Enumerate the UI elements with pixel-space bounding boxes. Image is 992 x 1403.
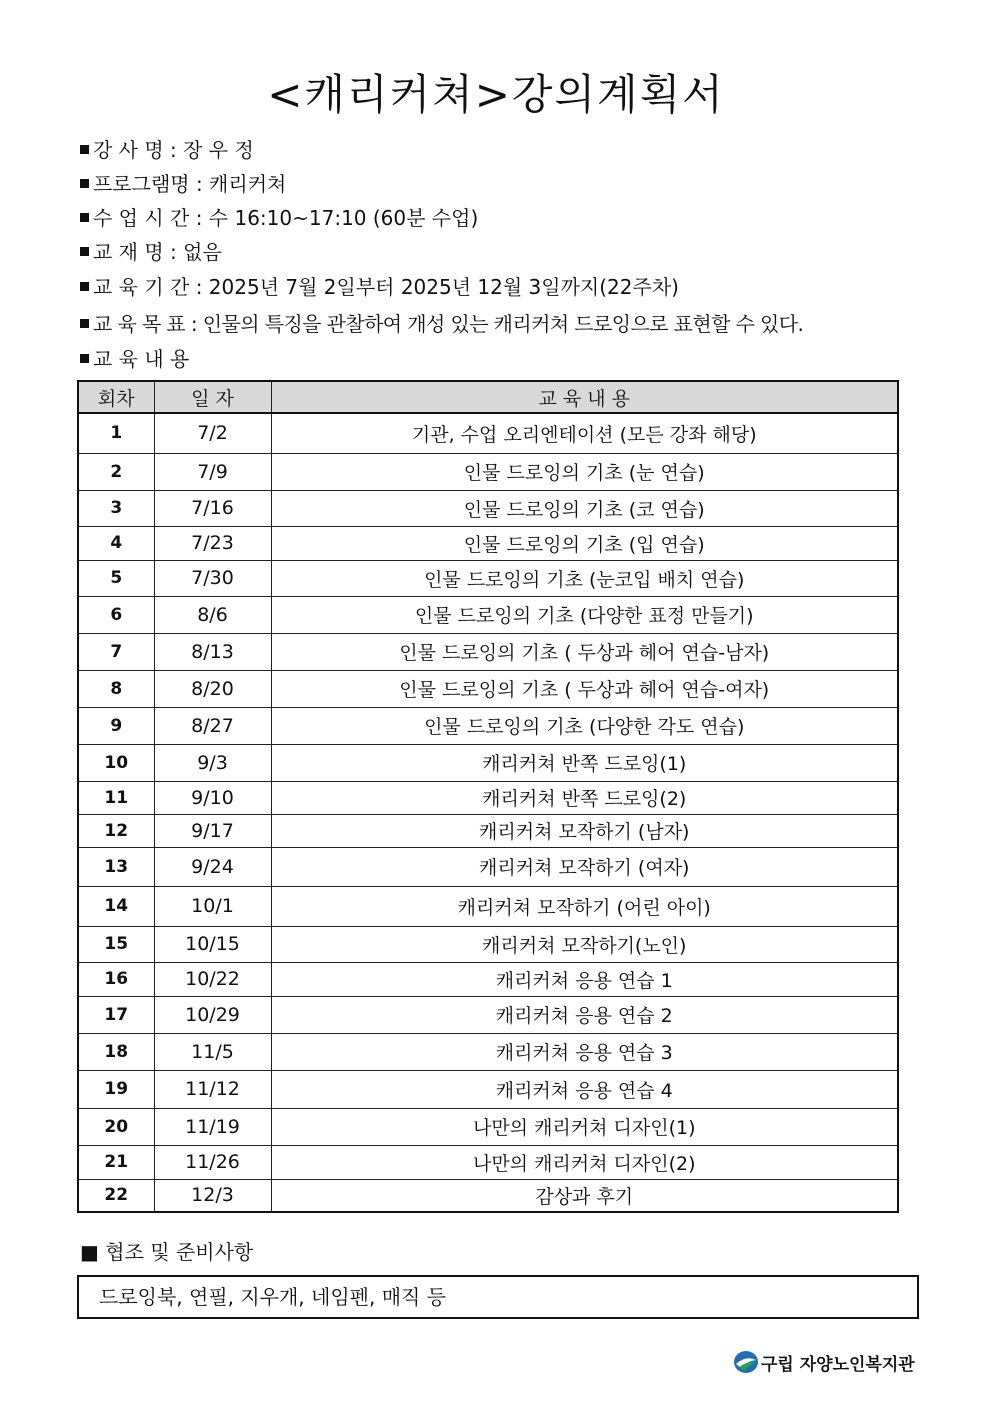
- table-row: [78, 526, 898, 560]
- session-content: 나만의 캐리커쳐 디자인(1): [271, 1108, 898, 1145]
- session-content: 캐리커쳐 응용 연습 3: [271, 1033, 898, 1070]
- session-content: 캐리커쳐 응용 연습 1: [271, 962, 898, 996]
- session-number: 20: [78, 1108, 154, 1145]
- session-number: 17: [78, 996, 154, 1033]
- session-date: 7/16: [154, 490, 271, 526]
- session-date: 11/12: [154, 1070, 271, 1108]
- bullet-icon: [80, 282, 89, 291]
- session-number: 11: [78, 781, 154, 814]
- session-date: 8/6: [154, 596, 271, 633]
- info-goal: [80, 308, 920, 337]
- session-content: 인물 드로잉의 기초 (코 연습): [271, 490, 898, 526]
- org-logo-icon: [733, 1349, 759, 1375]
- table-row: [78, 744, 898, 781]
- session-number: 15: [78, 926, 154, 962]
- session-content: 캐리커쳐 모작하기 (여자): [271, 847, 898, 886]
- session-content: 캐리커쳐 모작하기 (어린 아이): [271, 886, 898, 926]
- table-row: [78, 926, 898, 962]
- session-number: 19: [78, 1070, 154, 1108]
- notes-box: [77, 1275, 919, 1319]
- session-date: 11/5: [154, 1033, 271, 1070]
- session-content: 캐리커쳐 반쪽 드로잉(1): [271, 744, 898, 781]
- session-date: 8/13: [154, 633, 271, 670]
- info-class-time: [80, 202, 920, 231]
- session-number: 16: [78, 962, 154, 996]
- session-content: 나만의 캐리커쳐 디자인(2): [271, 1145, 898, 1179]
- info-content-label: [80, 343, 920, 372]
- session-number: 5: [78, 560, 154, 596]
- session-date: 9/10: [154, 781, 271, 814]
- session-date: 9/17: [154, 814, 271, 847]
- table-row: [78, 453, 898, 490]
- session-content: 캐리커쳐 응용 연습 4: [271, 1070, 898, 1108]
- session-number: 1: [78, 413, 154, 453]
- table-row: [78, 847, 898, 886]
- session-number: 10: [78, 744, 154, 781]
- table-row: [78, 962, 898, 996]
- table-row: [78, 814, 898, 847]
- info-program: [80, 168, 920, 197]
- table-row: [78, 1070, 898, 1108]
- session-content: 감상과 후기: [271, 1179, 898, 1212]
- table-row: [78, 560, 898, 596]
- info-class-time-text: 수 업 시 간 : 수 16:10~17:10 (60분 수업): [93, 206, 479, 230]
- header-content: 교 육 내 용: [271, 381, 898, 413]
- info-instructor-text: 강 사 명 : 장 우 정: [93, 138, 254, 162]
- table-row: [78, 996, 898, 1033]
- schedule-table: [77, 380, 899, 1213]
- org-logo: [733, 1349, 915, 1375]
- session-date: 7/9: [154, 453, 271, 490]
- session-date: 9/24: [154, 847, 271, 886]
- bullet-icon: [80, 145, 89, 154]
- session-content: 인물 드로잉의 기초 (다양한 표정 만들기): [271, 596, 898, 633]
- session-content: 캐리커쳐 반쪽 드로잉(2): [271, 781, 898, 814]
- bullet-icon: [80, 319, 89, 328]
- table-row: [78, 596, 898, 633]
- info-period-text: 교 육 기 간 : 2025년 7월 2일부터 2025년 12월 3일까지(22주차): [93, 275, 679, 299]
- schedule-body: [78, 413, 898, 1212]
- header-date: 일 자: [154, 381, 271, 413]
- table-row: [78, 633, 898, 670]
- session-number: 18: [78, 1033, 154, 1070]
- session-date: 9/3: [154, 744, 271, 781]
- table-header-row: [78, 381, 898, 413]
- session-number: 21: [78, 1145, 154, 1179]
- info-textbook: [80, 236, 920, 265]
- session-number: 12: [78, 814, 154, 847]
- session-date: 8/20: [154, 670, 271, 707]
- bullet-icon: [80, 354, 89, 363]
- session-date: 7/2: [154, 413, 271, 453]
- session-date: 7/30: [154, 560, 271, 596]
- session-date: 10/15: [154, 926, 271, 962]
- table-row: [78, 1179, 898, 1212]
- session-number: 6: [78, 596, 154, 633]
- bullet-icon: [80, 247, 89, 256]
- session-content: 캐리커쳐 모작하기 (남자): [271, 814, 898, 847]
- session-date: 12/3: [154, 1179, 271, 1212]
- session-content: 인물 드로잉의 기초 (눈 연습): [271, 453, 898, 490]
- bullet-icon: [80, 179, 89, 188]
- session-number: 22: [78, 1179, 154, 1212]
- table-row: [78, 1145, 898, 1179]
- session-content: 인물 드로잉의 기초 (입 연습): [271, 526, 898, 560]
- session-number: 9: [78, 707, 154, 744]
- session-date: 10/22: [154, 962, 271, 996]
- session-date: 10/1: [154, 886, 271, 926]
- header-session: 회차: [78, 381, 154, 413]
- table-row: [78, 1108, 898, 1145]
- table-row: [78, 413, 898, 453]
- info-instructor: [80, 134, 920, 163]
- notes-title: ■ 협조 및 준비사항: [80, 1240, 254, 1264]
- page-title: <캐리커쳐>강의계획서: [267, 70, 725, 119]
- org-name: 구립 자양노인복지관: [761, 1354, 915, 1375]
- session-number: 13: [78, 847, 154, 886]
- session-content: 인물 드로잉의 기초 (다양한 각도 연습): [271, 707, 898, 744]
- table-row: [78, 1033, 898, 1070]
- table-row: [78, 490, 898, 526]
- session-date: 8/27: [154, 707, 271, 744]
- session-content: 캐리커쳐 응용 연습 2: [271, 996, 898, 1033]
- info-content-label-text: 교 육 내 용: [93, 347, 190, 371]
- session-number: 2: [78, 453, 154, 490]
- notes-items: 드로잉북, 연필, 지우개, 네임펜, 매직 등: [99, 1285, 447, 1309]
- table-row: [78, 670, 898, 707]
- session-content: 캐리커쳐 모작하기(노인): [271, 926, 898, 962]
- session-number: 4: [78, 526, 154, 560]
- session-content: 인물 드로잉의 기초 ( 두상과 헤어 연습-남자): [271, 633, 898, 670]
- session-number: 8: [78, 670, 154, 707]
- session-number: 3: [78, 490, 154, 526]
- session-number: 7: [78, 633, 154, 670]
- info-textbook-text: 교 재 명 : 없음: [93, 240, 222, 264]
- session-date: 7/23: [154, 526, 271, 560]
- session-content: 인물 드로잉의 기초 ( 두상과 헤어 연습-여자): [271, 670, 898, 707]
- table-row: [78, 886, 898, 926]
- session-date: 11/26: [154, 1145, 271, 1179]
- table-row: [78, 707, 898, 744]
- bullet-icon: [80, 213, 89, 222]
- session-content: 기관, 수업 오리엔테이션 (모든 강좌 해당): [271, 413, 898, 453]
- info-program-text: 프로그램명 : 캐리커쳐: [93, 172, 287, 196]
- session-date: 10/29: [154, 996, 271, 1033]
- info-period: [80, 271, 920, 300]
- session-content: 인물 드로잉의 기초 (눈코입 배치 연습): [271, 560, 898, 596]
- info-goal-text: 교 육 목 표 : 인물의 특징을 관찰하여 개성 있는 캐리커쳐 드로잉으로 표현할 수 있다.: [93, 312, 804, 336]
- session-date: 11/19: [154, 1108, 271, 1145]
- session-number: 14: [78, 886, 154, 926]
- table-row: [78, 781, 898, 814]
